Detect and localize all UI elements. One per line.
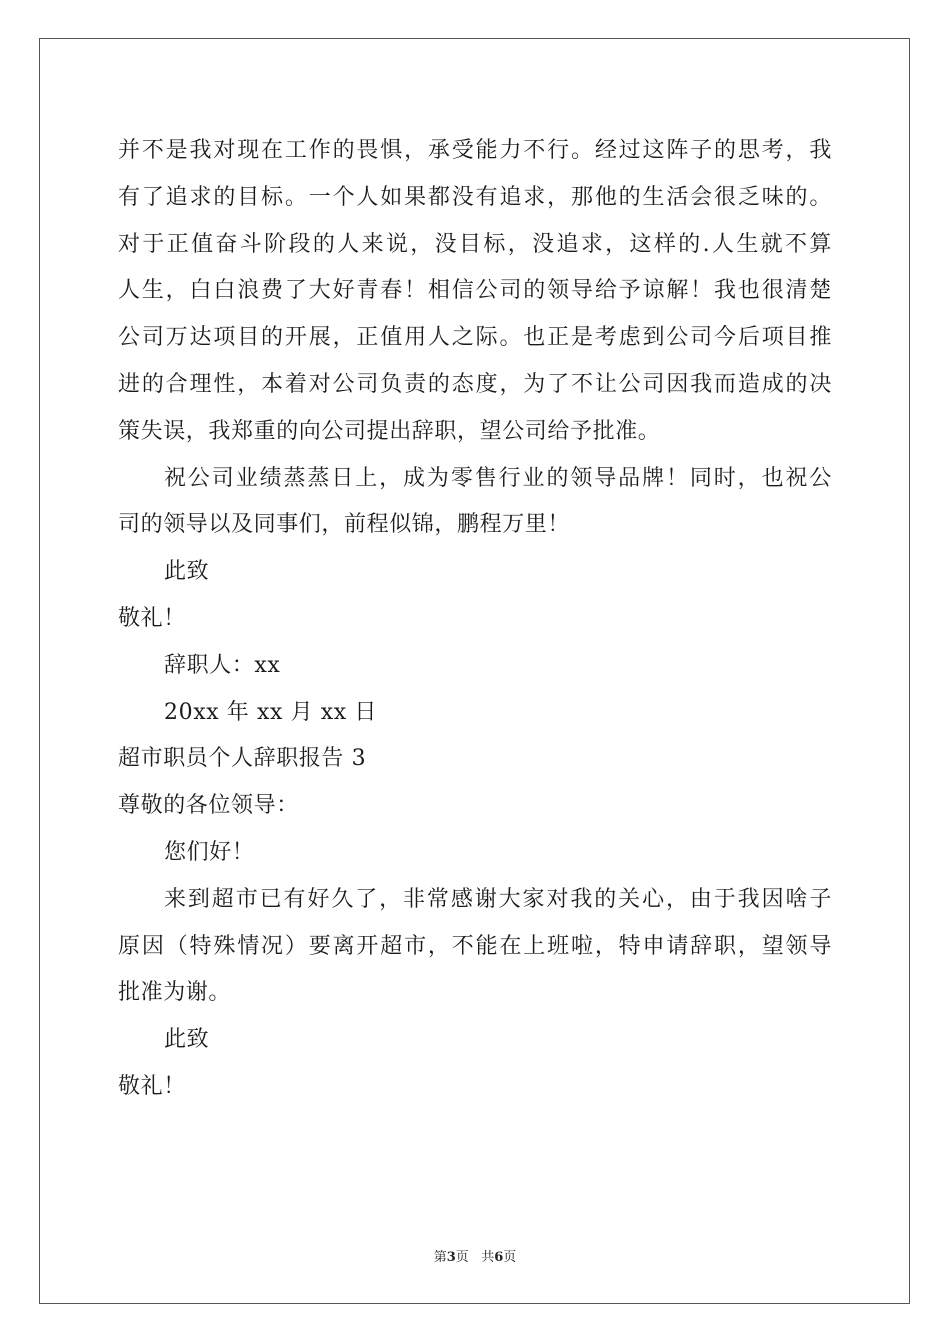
paragraph-leaving — [118, 877, 832, 1017]
paragraph-resignation-reason — [118, 128, 832, 456]
footer-page-current: 3 — [446, 1250, 456, 1265]
paragraph-line: 进的合理性，本着对公司负责的态度，为了不让公司因我而造成的决 — [118, 371, 832, 397]
closing-salutation-2: 此致 — [164, 1027, 210, 1053]
footer-total-suffix: 页 — [503, 1250, 517, 1265]
addressee-line: 尊敬的各位领导： — [118, 793, 299, 819]
paragraph-wishes — [118, 456, 832, 550]
paragraph-line: 公司万达项目的开展，正值用人之际。也正是考虑到公司今后项目推 — [118, 325, 832, 351]
footer-page-prefix: 第 — [433, 1250, 447, 1265]
paragraph-line: 并不是我对现在工作的畏惧，承受能力不行。经过这阵子的思考，我 — [118, 138, 832, 163]
page-footer — [0, 1246, 950, 1265]
date-line: 20xx 年 xx 月 xx 日 — [164, 699, 378, 725]
paragraph-line: 对于正值奋斗阶段的人来说，没目标，没追求，这样的.人生就不算 — [118, 231, 832, 257]
closing-respect-2: 敬礼！ — [118, 1073, 186, 1099]
section-title: 超市职员个人辞职报告 3 — [118, 746, 367, 772]
footer-page-total: 6 — [494, 1250, 504, 1265]
paragraph-line: 批准为谢。 — [118, 980, 232, 1006]
paragraph-line: 有了追求的目标。一个人如果都没有追求，那他的生活会很乏味的。 — [118, 184, 832, 210]
document-body — [118, 128, 832, 1111]
footer-total-prefix: 共 — [481, 1250, 495, 1265]
signer-line: 辞职人：xx — [164, 652, 281, 678]
paragraph-line: 原因（特殊情况）要离开超市，不能在上班啦，特申请辞职，望领导 — [118, 933, 832, 959]
closing-salutation: 此致 — [164, 559, 210, 585]
paragraph-line: 人生，白白浪费了大好青春！相信公司的领导给予谅解！我也很清楚 — [118, 278, 832, 304]
paragraph-line: 司的领导以及同事们，前程似锦，鹏程万里！ — [118, 512, 571, 538]
paragraph-line: 来到超市已有好久了，非常感谢大家对我的关心，由于我因啥子 — [164, 886, 832, 912]
footer-page-suffix: 页 — [455, 1250, 469, 1265]
paragraph-line: 策失误，我郑重的向公司提出辞职，望公司给予批准。 — [118, 418, 661, 444]
closing-respect: 敬礼！ — [118, 605, 186, 631]
greeting-line: 您们好！ — [164, 839, 255, 865]
paragraph-line: 祝公司业绩蒸蒸日上，成为零售行业的领导品牌！同时，也祝公 — [164, 465, 832, 491]
